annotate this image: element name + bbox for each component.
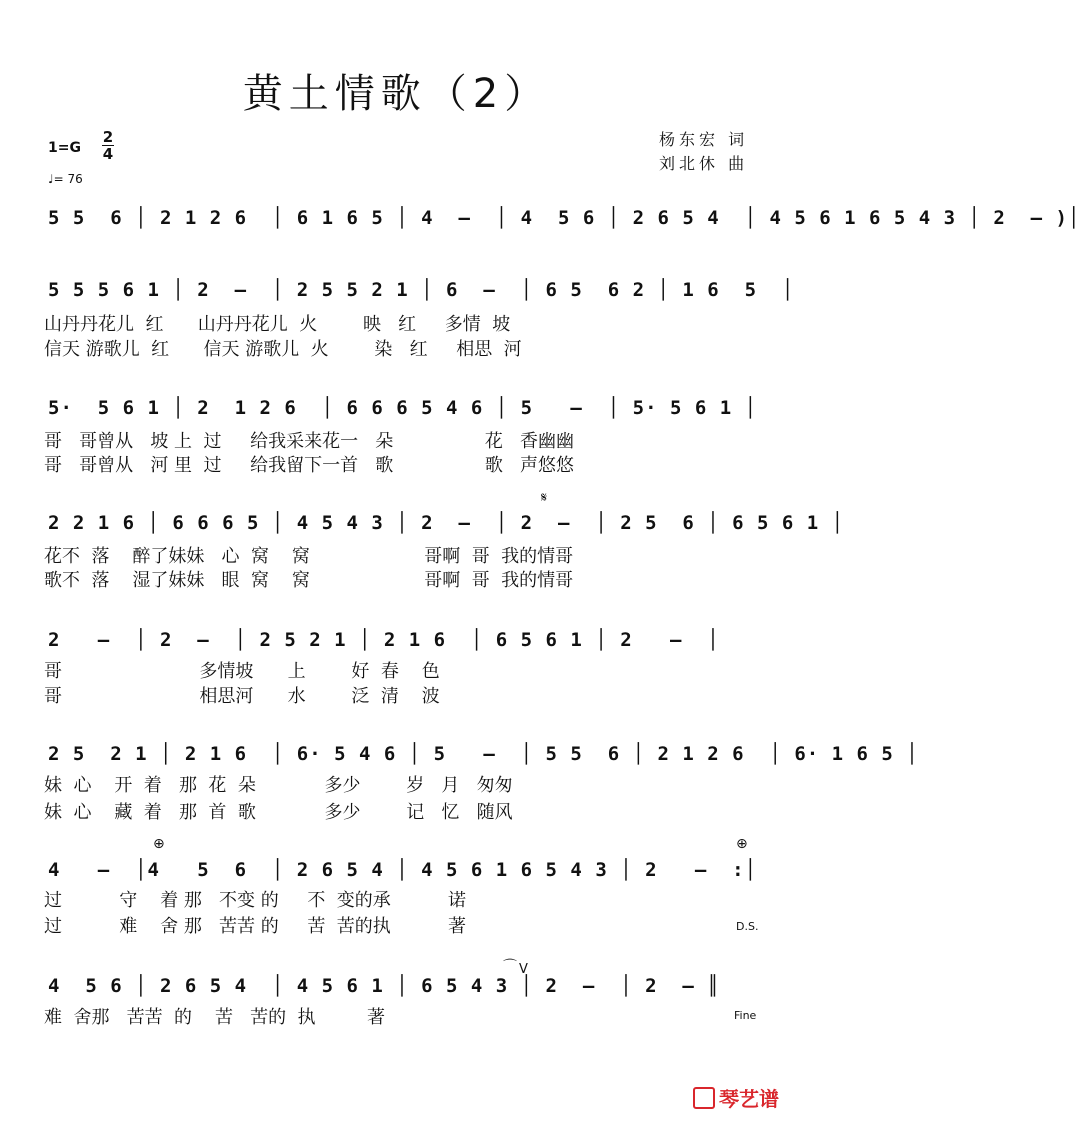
lyrics-verse-2: 哥 哥曾从 河 里 过 给我留下一首 歌 歌 声悠悠 [44,455,574,476]
tempo-value: = 76 [53,172,83,186]
notation-line: 2 – │ 2 – │ 2 5 2 1 │ 2 1 6 │ 6 5 6 1 │ 2 – │ [48,629,720,651]
fine-mark: Fine [734,1009,757,1022]
fermata-sign: ⌒ [503,959,517,975]
lyricist-credit: 杨东宏 词 [659,130,749,149]
lyrics-verse-2: 妹 心 藏 着 那 首 歌 多少 记 忆 随风 [44,802,513,823]
lyrics-verse-1: 过 守 着 那 不变 的 不 变的承 诺 [44,890,466,911]
lyrics-verse-2: 信天 游歌儿 红 信天 游歌儿 火 染 红 相思 河 [44,339,522,360]
site-logo [693,1083,779,1112]
lyrics-verse-1: 哥 多情坡 上 好 春 色 [44,661,440,682]
coda-sign-1: ⊕ [153,836,165,852]
quarter-note-icon: ♩ [48,172,54,186]
lyrics-verse-2: 哥 相思河 水 泛 清 波 [44,686,440,707]
breath-mark: V [519,962,528,977]
tempo-marking [48,172,83,186]
notation-line: 2 5 2 1 │ 2 1 6 │ 6· 5 4 6 │ 5 – │ 5 5 6 │ 2 1 2 6 │ 6· 1 6 5 │ [48,743,919,765]
notation-line: 5 5 6 │ 2 1 2 6 │ 6 1 6 5 │ 4 – │ 4 5 6 │ 2 6 5 4 │ 4 5 6 1 6 5 4 3 │ 2 – )│ [48,207,1080,229]
lyrics-verse-2: 歌不 落 湿了妹妹 眼 窝 窝 哥啊 哥 我的情哥 [44,570,574,591]
lyrics-verse-1: 妹 心 开 着 那 花 朵 多少 岁 月 匆匆 [44,775,513,796]
coda-sign-2: ⊕ [736,836,748,852]
time-signature-bottom: 4 [102,145,114,163]
dal-segno-mark: D.S. [736,920,759,933]
notation-line: 2 2 1 6 │ 6 6 6 5 │ 4 5 4 3 │ 2 – │ 2 – │ 2 5 6 │ 6 5 6 1 │ [48,512,845,534]
key-signature: 1=G [48,140,81,156]
lyrics-verse-1: 花不 落 醉了妹妹 心 窝 窝 哥啊 哥 我的情哥 [44,546,574,567]
notation-line: 4 – │4 5 6 │ 2 6 5 4 │ 4 5 6 1 6 5 4 3 │ 2 – :│ [48,859,758,881]
logo-text: 琴艺谱 [719,1087,779,1111]
notation-line: 5· 5 6 1 │ 2 1 2 6 │ 6 6 6 5 4 6 │ 5 – │ 5· 5 6 1 │ [48,397,758,419]
notation-line: 5 5 5 6 1 │ 2 – │ 2 5 5 2 1 │ 6 – │ 6 5 6 2 │ 1 6 5 │ [48,279,795,301]
notation-line: 4 5 6 │ 2 6 5 4 │ 4 5 6 1 │ 6 5 4 3 │ 2 – │ 2 – ║ [48,975,720,997]
lyrics-verse-2: 过 难 舍 那 苦苦 的 苦 苦的执 著 [44,916,466,937]
time-signature-top: 2 [102,128,114,146]
lyrics-verse-1: 山丹丹花儿 红 山丹丹花儿 火 映 红 多情 坡 [44,314,511,335]
time-signature [102,130,114,161]
score-title: 黄土情歌（2） [242,71,551,117]
segno-sign: 𝄋 [541,490,548,506]
composer-credit: 刘北休 曲 [659,154,749,173]
lyrics-verse-1: 难 舍那 苦苦 的 苦 苦的 执 著 [44,1007,386,1028]
logo-icon [693,1087,715,1109]
lyrics-verse-1: 哥 哥曾从 坡 上 过 给我采来花一 朵 花 香幽幽 [44,431,574,452]
